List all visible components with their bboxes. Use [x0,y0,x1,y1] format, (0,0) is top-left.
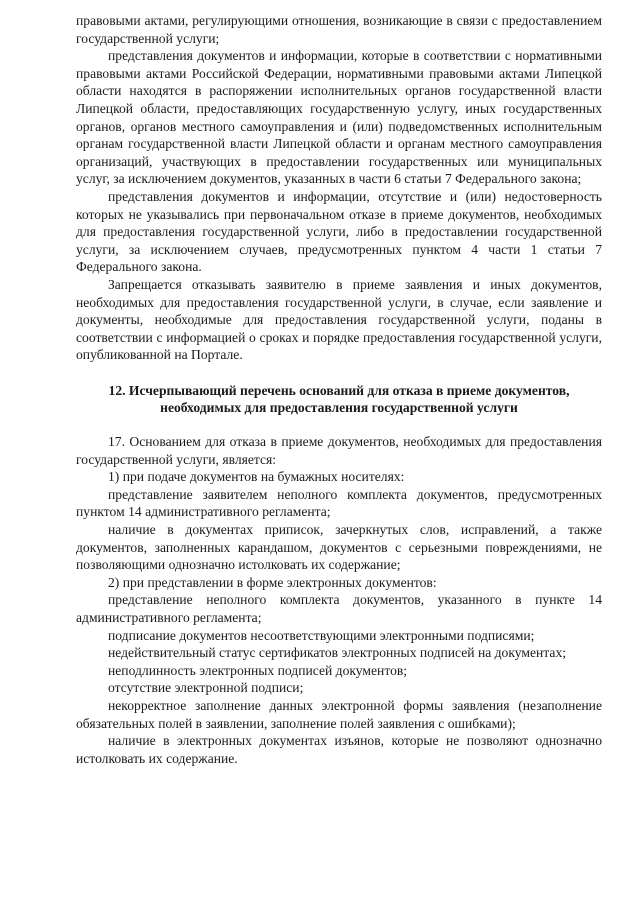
document-page [76,12,602,767]
list-item-paper-submission: 1) при подаче документов на бумажных носителях: [108,469,405,485]
list-item-corrections: наличие в документах приписок, зачеркнутых слов, исправлений, а также документов, заполненных карандашом, документов с серьезными повреждениями, не позволяющими однозначно истолковать их содержание; [76,522,602,573]
section-heading: 12. Исчерпывающий перечень оснований для отказа в приеме документов, необходимых для предоставления государственной услуги [108,382,570,416]
list-item-invalid-certificates: недействительный статус сертификатов электронных подписей на документах; [108,645,567,661]
list-item-missing-signature: отсутствие электронной подписи; [108,680,304,696]
paragraph-unreliable-documents: представления документов и информации, отсутствие и (или) недостоверность которых не указывались при первоначальном отказе в приеме документов, необходимых для предоставления государственной услуги, либо в предоставлении государственной услуги, за исключением случаев, предусмотренных пунктом 4 части 1 статьи 7 Федерального закона. [76,188,602,275]
list-item-incomplete-electronic: представление неполного комплекта документов, указанного в пункте 14 административного регламента; [76,592,602,625]
paragraph-continuation: правовыми актами, регулирующими отношения, возникающие в связи с предоставлением государственной услуги; [76,13,602,46]
paragraph-prohibition: Запрещается отказывать заявителю в приеме заявления и иных документов, необходимых для предоставления государственной услуги, в случае, если заявление и документы, необходимые для предоставления государственной услуги, поданы в соответствии с информацией о сроках и порядке предоставления государственной услуги, опубликованной на Портале. [76,276,602,363]
list-item-wrong-signatures: подписание документов несоответствующими электронными подписями; [108,627,535,643]
list-item-incorrect-form: некорректное заполнение данных электронной формы заявления (незаполнение обязательных полей в заявлении, заполнение полей заявления с ошибками); [76,697,602,731]
paragraph-grounds-intro: 17. Основанием для отказа в приеме документов, необходимых для предоставления государственной услуги, является: [76,434,602,467]
paragraph-documents-in-possession: представления документов и информации, которые в соответствии с нормативными правовыми актами Российской Федерации, нормативными правовыми актами Липецкой области находятся в распоряжении исполнительных органов государственной власти Липецкой области, предоставляющих государственную услугу, иных государственных органов, органов местного самоуправления и (или) подведомственных исполнительным органам государственной власти Липецкой области и органам местного самоуправления организаций, участвующих в предоставлении государственных или муниципальных услуг, за исключением документов, указанных в части 6 статьи 7 Федерального закона; [76,48,602,187]
list-item-inauthentic-signatures: неподлинность электронных подписей документов; [108,662,408,678]
list-item-incomplete-set: представление заявителем неполного комплекта документов, предусмотренных пунктом 14 административного регламента; [76,486,602,520]
list-item-electronic-submission: 2) при представлении в форме электронных документов: [108,574,437,590]
list-item-defects: наличие в электронных документах изъянов, которые не позволяют однозначно истолковать их содержание. [76,733,602,766]
